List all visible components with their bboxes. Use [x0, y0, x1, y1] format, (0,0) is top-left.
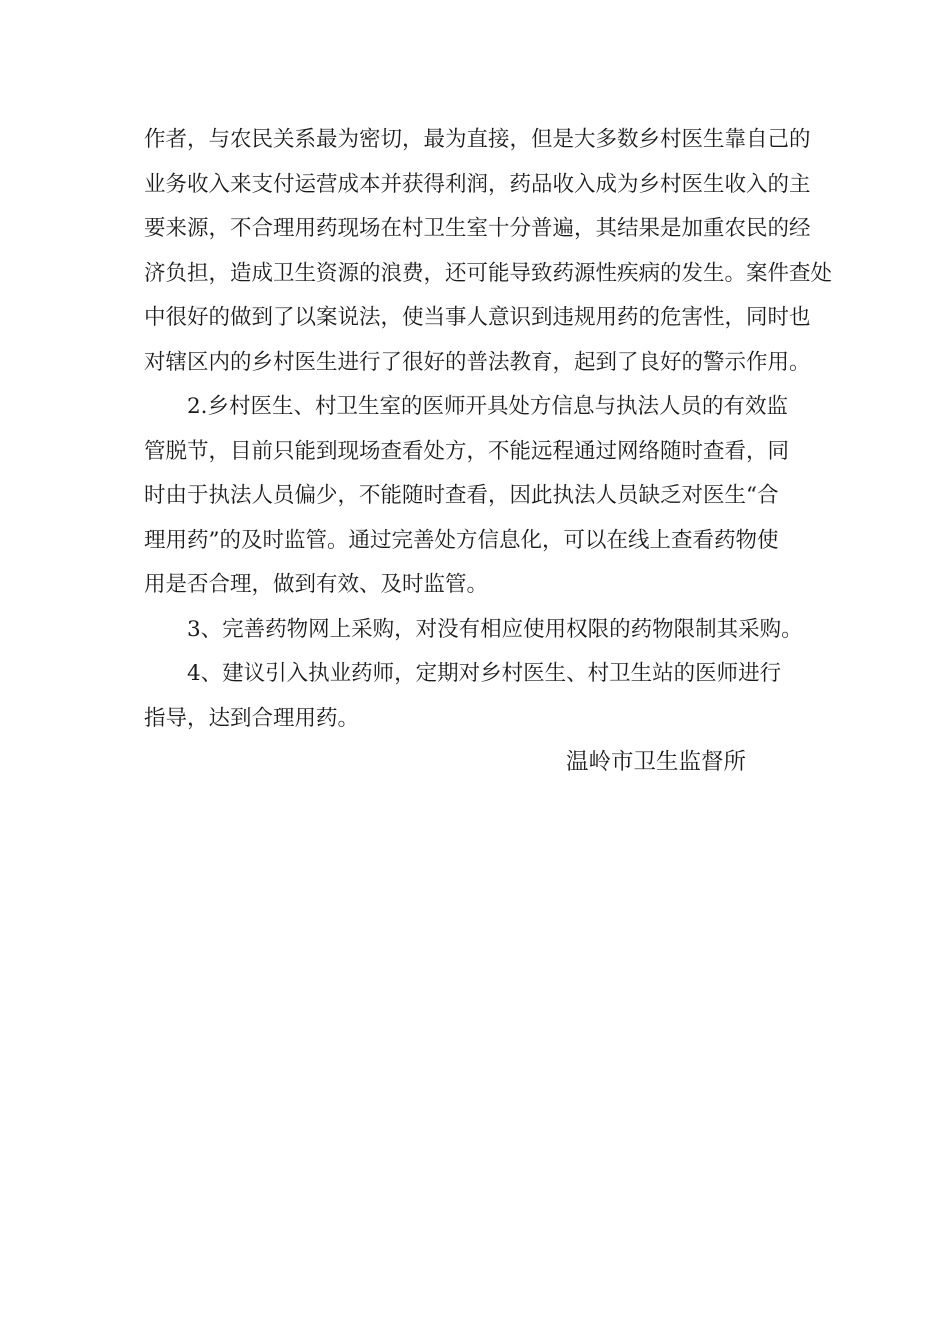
- text-line: 理用药”的及时监管。通过完善处方信息化，可以在线上查看药物使: [144, 527, 779, 553]
- paragraph-item-3: [144, 608, 824, 653]
- paragraph-item-4: [144, 652, 824, 741]
- text-line: 指导，达到合理用药。: [144, 705, 360, 731]
- text-line: 3、完善药物网上采购，对没有相应使用权限的药物限制其采购。: [187, 616, 803, 642]
- text-line: 2.乡村医生、村卫生室的医师开具处方信息与执法人员的有效监: [187, 394, 789, 419]
- text-line: 作者，与农民关系最为密切，最为直接，但是大多数乡村医生靠自己的: [144, 127, 811, 152]
- text-line: 济负担，造成卫生资源的浪费，还可能导致药源性疾病的发生。案件查处: [144, 260, 833, 286]
- paragraph-item-2: [144, 385, 824, 608]
- text-line: 业务收入来支付运营成本并获得利润，药品收入成为乡村医生收入的主: [144, 171, 811, 197]
- text-line: 对辖区内的乡村医生进行了很好的普法教育，起到了良好的警示作用。: [144, 349, 811, 375]
- text-line: 4、建议引入执业药师，定期对乡村医生、村卫生站的医师进行: [187, 661, 782, 686]
- text-line: 要来源，不合理用药现场在村卫生室十分普遍，其结果是加重农民的经: [144, 216, 811, 241]
- paragraph-continuation: [144, 118, 833, 385]
- text-line: 用是否合理，做到有效、及时监管。: [144, 572, 489, 597]
- text-line: 时由于执法人员偏少，不能随时查看，因此执法人员缺乏对医生“合: [144, 483, 779, 508]
- text-line: 中很好的做到了以案说法，使当事人意识到违规用药的危害性，同时也: [144, 305, 811, 330]
- signature-organization: 温岭市卫生监督所: [566, 749, 747, 775]
- text-line: 管脱节，目前只能到现场查看处方，不能远程通过网络随时查看，同: [144, 438, 790, 464]
- document-body: [144, 118, 833, 741]
